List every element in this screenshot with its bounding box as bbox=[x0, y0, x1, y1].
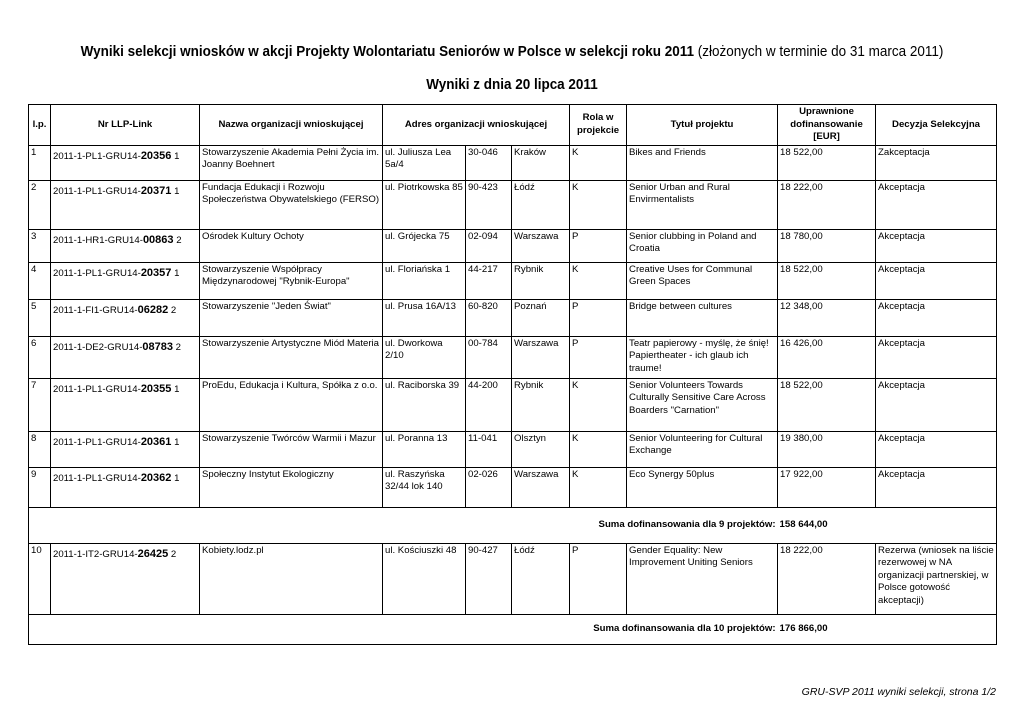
org-name-cell: Stowarzyszenie Twórców Warmii i Mazur bbox=[200, 431, 383, 467]
table-row bbox=[29, 145, 997, 180]
role-cell: K bbox=[570, 431, 627, 467]
llp-prefix: 2011-1-FI1-GRU14- bbox=[53, 304, 138, 316]
org-name-cell: ProEdu, Edukacja i Kultura, Spółka z o.o. bbox=[200, 378, 383, 431]
city-cell: Rybnik bbox=[512, 378, 570, 431]
page-subtitle: Wyniki z dnia 20 lipca 2011 bbox=[426, 77, 598, 93]
llp-link-cell bbox=[51, 229, 200, 262]
header-role: Rola w projekcie bbox=[570, 105, 627, 146]
header-project: Tytuł projektu bbox=[627, 105, 778, 146]
llp-link-cell bbox=[51, 431, 200, 467]
llp-link-cell bbox=[51, 467, 200, 507]
org-name-cell: Stowarzyszenie Artystyczne Miód Materia bbox=[200, 336, 383, 378]
results-table bbox=[28, 104, 997, 645]
llp-number: 20357 bbox=[140, 266, 172, 279]
sum-row-10 bbox=[29, 614, 997, 644]
llp-link-cell bbox=[51, 299, 200, 336]
project-title-cell: Senior Urban and Rural Envirmentalists bbox=[627, 180, 778, 229]
llp-prefix: 2011-1-DE2-GRU14- bbox=[53, 341, 143, 353]
postal-code-cell: 90-423 bbox=[466, 180, 512, 229]
lp-cell: 7 bbox=[29, 378, 51, 431]
llp-link-cell bbox=[51, 262, 200, 299]
lp-cell: 3 bbox=[29, 229, 51, 262]
page-title bbox=[36, 44, 988, 60]
city-cell: Olsztyn bbox=[512, 431, 570, 467]
street-cell: ul. Raszyńska 32/44 lok 140 bbox=[383, 467, 466, 507]
street-cell: ul. Piotrkowska 85 bbox=[383, 180, 466, 229]
role-cell: K bbox=[570, 145, 627, 180]
city-cell: Łódź bbox=[512, 180, 570, 229]
table-row bbox=[29, 543, 997, 614]
funding-cell: 19 380,00 bbox=[778, 431, 876, 467]
llp-number: 06282 bbox=[137, 303, 169, 316]
llp-link-cell bbox=[51, 543, 200, 614]
llp-prefix: 2011-1-PL1-GRU14- bbox=[53, 185, 141, 197]
llp-number: 20356 bbox=[140, 149, 172, 162]
project-title-cell: Senior Volunteers Towards Culturally Sensitive Care Across Boarders "Carnation" bbox=[627, 378, 778, 431]
funding-cell: 18 522,00 bbox=[778, 262, 876, 299]
street-cell: ul. Raciborska 39 bbox=[383, 378, 466, 431]
sum-label: Suma dofinansowania dla 10 projektów: bbox=[29, 614, 778, 644]
decision-cell: Akceptacja bbox=[876, 431, 997, 467]
city-cell: Warszawa bbox=[512, 336, 570, 378]
project-title-cell: Teatr papierowy - myślę, że śnię! Papiertheater - ich glaub ich traume! bbox=[627, 336, 778, 378]
decision-cell: Akceptacja bbox=[876, 229, 997, 262]
lp-cell: 6 bbox=[29, 336, 51, 378]
llp-link-cell bbox=[51, 336, 200, 378]
llp-prefix: 2011-1-PL1-GRU14- bbox=[53, 383, 141, 395]
city-cell: Kraków bbox=[512, 145, 570, 180]
title-bold: Wyniki selekcji wniosków w akcji Projekty Wolontariatu Seniorów w Polsce w selekcji roku 2011 bbox=[80, 44, 694, 60]
llp-suffix: 1 bbox=[171, 185, 180, 197]
lp-cell: 5 bbox=[29, 299, 51, 336]
city-cell: Poznań bbox=[512, 299, 570, 336]
llp-suffix: 2 bbox=[173, 341, 182, 353]
decision-cell: Akceptacja bbox=[876, 262, 997, 299]
postal-code-cell: 02-026 bbox=[466, 467, 512, 507]
sum-empty bbox=[876, 507, 997, 543]
org-name-cell: Stowarzyszenie Współpracy Międzynarodowej "Rybnik-Europa" bbox=[200, 262, 383, 299]
llp-prefix: 2011-1-PL1-GRU14- bbox=[53, 150, 141, 162]
llp-number: 08783 bbox=[142, 340, 173, 353]
table-row bbox=[29, 262, 997, 299]
street-cell: ul. Grójecka 75 bbox=[383, 229, 466, 262]
city-cell: Warszawa bbox=[512, 467, 570, 507]
table-row bbox=[29, 180, 997, 229]
street-cell: ul. Juliusza Lea 5a/4 bbox=[383, 145, 466, 180]
llp-suffix: 1 bbox=[171, 383, 180, 395]
postal-code-cell: 44-200 bbox=[466, 378, 512, 431]
llp-link-cell bbox=[51, 145, 200, 180]
sum-empty bbox=[876, 614, 997, 644]
llp-number: 26425 bbox=[137, 547, 169, 560]
page-footer: GRU-SVP 2011 wyniki selekcji, strona 1/2 bbox=[801, 686, 996, 698]
llp-number: 00863 bbox=[142, 233, 174, 246]
org-name-cell: Ośrodek Kultury Ochoty bbox=[200, 229, 383, 262]
funding-cell: 18 522,00 bbox=[778, 378, 876, 431]
header-decision: Decyzja Selekcyjna bbox=[876, 105, 997, 146]
llp-number: 20362 bbox=[140, 471, 172, 484]
role-cell: K bbox=[570, 180, 627, 229]
llp-number: 20355 bbox=[140, 382, 172, 395]
city-cell: Warszawa bbox=[512, 229, 570, 262]
llp-suffix: 2 bbox=[173, 234, 182, 246]
lp-cell: 1 bbox=[29, 145, 51, 180]
role-cell: P bbox=[570, 229, 627, 262]
llp-suffix: 1 bbox=[171, 472, 180, 484]
street-cell: ul. Kościuszki 48 bbox=[383, 543, 466, 614]
project-title-cell: Senior Volunteering for Cultural Exchange bbox=[627, 431, 778, 467]
postal-code-cell: 90-427 bbox=[466, 543, 512, 614]
decision-cell: Akceptacja bbox=[876, 378, 997, 431]
header-address: Adres organizacji wnioskującej bbox=[383, 105, 570, 146]
decision-cell: Zakceptacja bbox=[876, 145, 997, 180]
decision-cell: Rezerwa (wniosek na liście rezerwowej w NA organizacji partnerskiej, w Polsce gotowość akceptacji) bbox=[876, 543, 997, 614]
project-title-cell: Senior clubbing in Poland and Croatia bbox=[627, 229, 778, 262]
lp-cell: 10 bbox=[29, 543, 51, 614]
llp-suffix: 1 bbox=[171, 436, 180, 448]
llp-suffix: 2 bbox=[168, 548, 177, 560]
role-cell: K bbox=[570, 467, 627, 507]
funding-cell: 18 222,00 bbox=[778, 543, 876, 614]
org-name-cell: Społeczny Instytut Ekologiczny bbox=[200, 467, 383, 507]
postal-code-cell: 30-046 bbox=[466, 145, 512, 180]
llp-prefix: 2011-1-IT2-GRU14- bbox=[53, 548, 138, 560]
role-cell: K bbox=[570, 262, 627, 299]
llp-number: 20371 bbox=[140, 184, 172, 197]
decision-cell: Akceptacja bbox=[876, 299, 997, 336]
lp-cell: 4 bbox=[29, 262, 51, 299]
table-row bbox=[29, 299, 997, 336]
llp-link-cell bbox=[51, 180, 200, 229]
header-lp: l.p. bbox=[29, 105, 51, 146]
table-row bbox=[29, 378, 997, 431]
org-name-cell: Fundacja Edukacji i Rozwoju Społeczeństwa Obywatelskiego (FERSO) bbox=[200, 180, 383, 229]
llp-prefix: 2011-1-HR1-GRU14- bbox=[53, 234, 143, 246]
table-row bbox=[29, 431, 997, 467]
llp-number: 20361 bbox=[140, 435, 172, 448]
funding-cell: 16 426,00 bbox=[778, 336, 876, 378]
org-name-cell: Stowarzyszenie "Jeden Świat" bbox=[200, 299, 383, 336]
llp-link-cell bbox=[51, 378, 200, 431]
postal-code-cell: 44-217 bbox=[466, 262, 512, 299]
street-cell: ul. Prusa 16A/13 bbox=[383, 299, 466, 336]
project-title-cell: Gender Equality: New Improvement Uniting Seniors bbox=[627, 543, 778, 614]
sum-row-9 bbox=[29, 507, 997, 543]
city-cell: Łódź bbox=[512, 543, 570, 614]
project-title-cell: Creative Uses for Communal Green Spaces bbox=[627, 262, 778, 299]
org-name-cell: Kobiety.lodz.pl bbox=[200, 543, 383, 614]
org-name-cell: Stowarzyszenie Akademia Pełni Życia im. Joanny Boehnert bbox=[200, 145, 383, 180]
funding-cell: 18 780,00 bbox=[778, 229, 876, 262]
sum-value: 176 866,00 bbox=[778, 614, 876, 644]
sum-value: 158 644,00 bbox=[778, 507, 876, 543]
funding-cell: 18 522,00 bbox=[778, 145, 876, 180]
street-cell: ul. Floriańska 1 bbox=[383, 262, 466, 299]
table-row bbox=[29, 229, 997, 262]
postal-code-cell: 60-820 bbox=[466, 299, 512, 336]
role-cell: P bbox=[570, 543, 627, 614]
street-cell: ul. Dworkowa 2/10 bbox=[383, 336, 466, 378]
llp-suffix: 1 bbox=[171, 267, 180, 279]
street-cell: ul. Poranna 13 bbox=[383, 431, 466, 467]
role-cell: K bbox=[570, 378, 627, 431]
role-cell: P bbox=[570, 299, 627, 336]
table-row bbox=[29, 336, 997, 378]
header-llp: Nr LLP-Link bbox=[51, 105, 200, 146]
llp-suffix: 1 bbox=[171, 150, 180, 162]
decision-cell: Akceptacja bbox=[876, 467, 997, 507]
decision-cell: Akceptacja bbox=[876, 336, 997, 378]
project-title-cell: Bikes and Friends bbox=[627, 145, 778, 180]
table-header-row bbox=[29, 105, 997, 146]
header-funding: Uprawnione dofinansowanie [EUR] bbox=[778, 105, 876, 146]
decision-cell: Akceptacja bbox=[876, 180, 997, 229]
lp-cell: 2 bbox=[29, 180, 51, 229]
funding-cell: 18 222,00 bbox=[778, 180, 876, 229]
funding-cell: 17 922,00 bbox=[778, 467, 876, 507]
llp-prefix: 2011-1-PL1-GRU14- bbox=[53, 436, 141, 448]
project-title-cell: Bridge between cultures bbox=[627, 299, 778, 336]
role-cell: P bbox=[570, 336, 627, 378]
lp-cell: 9 bbox=[29, 467, 51, 507]
city-cell: Rybnik bbox=[512, 262, 570, 299]
llp-prefix: 2011-1-PL1-GRU14- bbox=[53, 267, 141, 279]
llp-suffix: 2 bbox=[168, 304, 177, 316]
title-normal: (złożonych w terminie do 31 marca 2011) bbox=[693, 44, 944, 60]
postal-code-cell: 00-784 bbox=[466, 336, 512, 378]
llp-prefix: 2011-1-PL1-GRU14- bbox=[53, 472, 141, 484]
postal-code-cell: 11-041 bbox=[466, 431, 512, 467]
header-org: Nazwa organizacji wnioskującej bbox=[200, 105, 383, 146]
sum-label: Suma dofinansowania dla 9 projektów: bbox=[29, 507, 778, 543]
table-row bbox=[29, 467, 997, 507]
lp-cell: 8 bbox=[29, 431, 51, 467]
funding-cell: 12 348,00 bbox=[778, 299, 876, 336]
postal-code-cell: 02-094 bbox=[466, 229, 512, 262]
project-title-cell: Eco Synergy 50plus bbox=[627, 467, 778, 507]
